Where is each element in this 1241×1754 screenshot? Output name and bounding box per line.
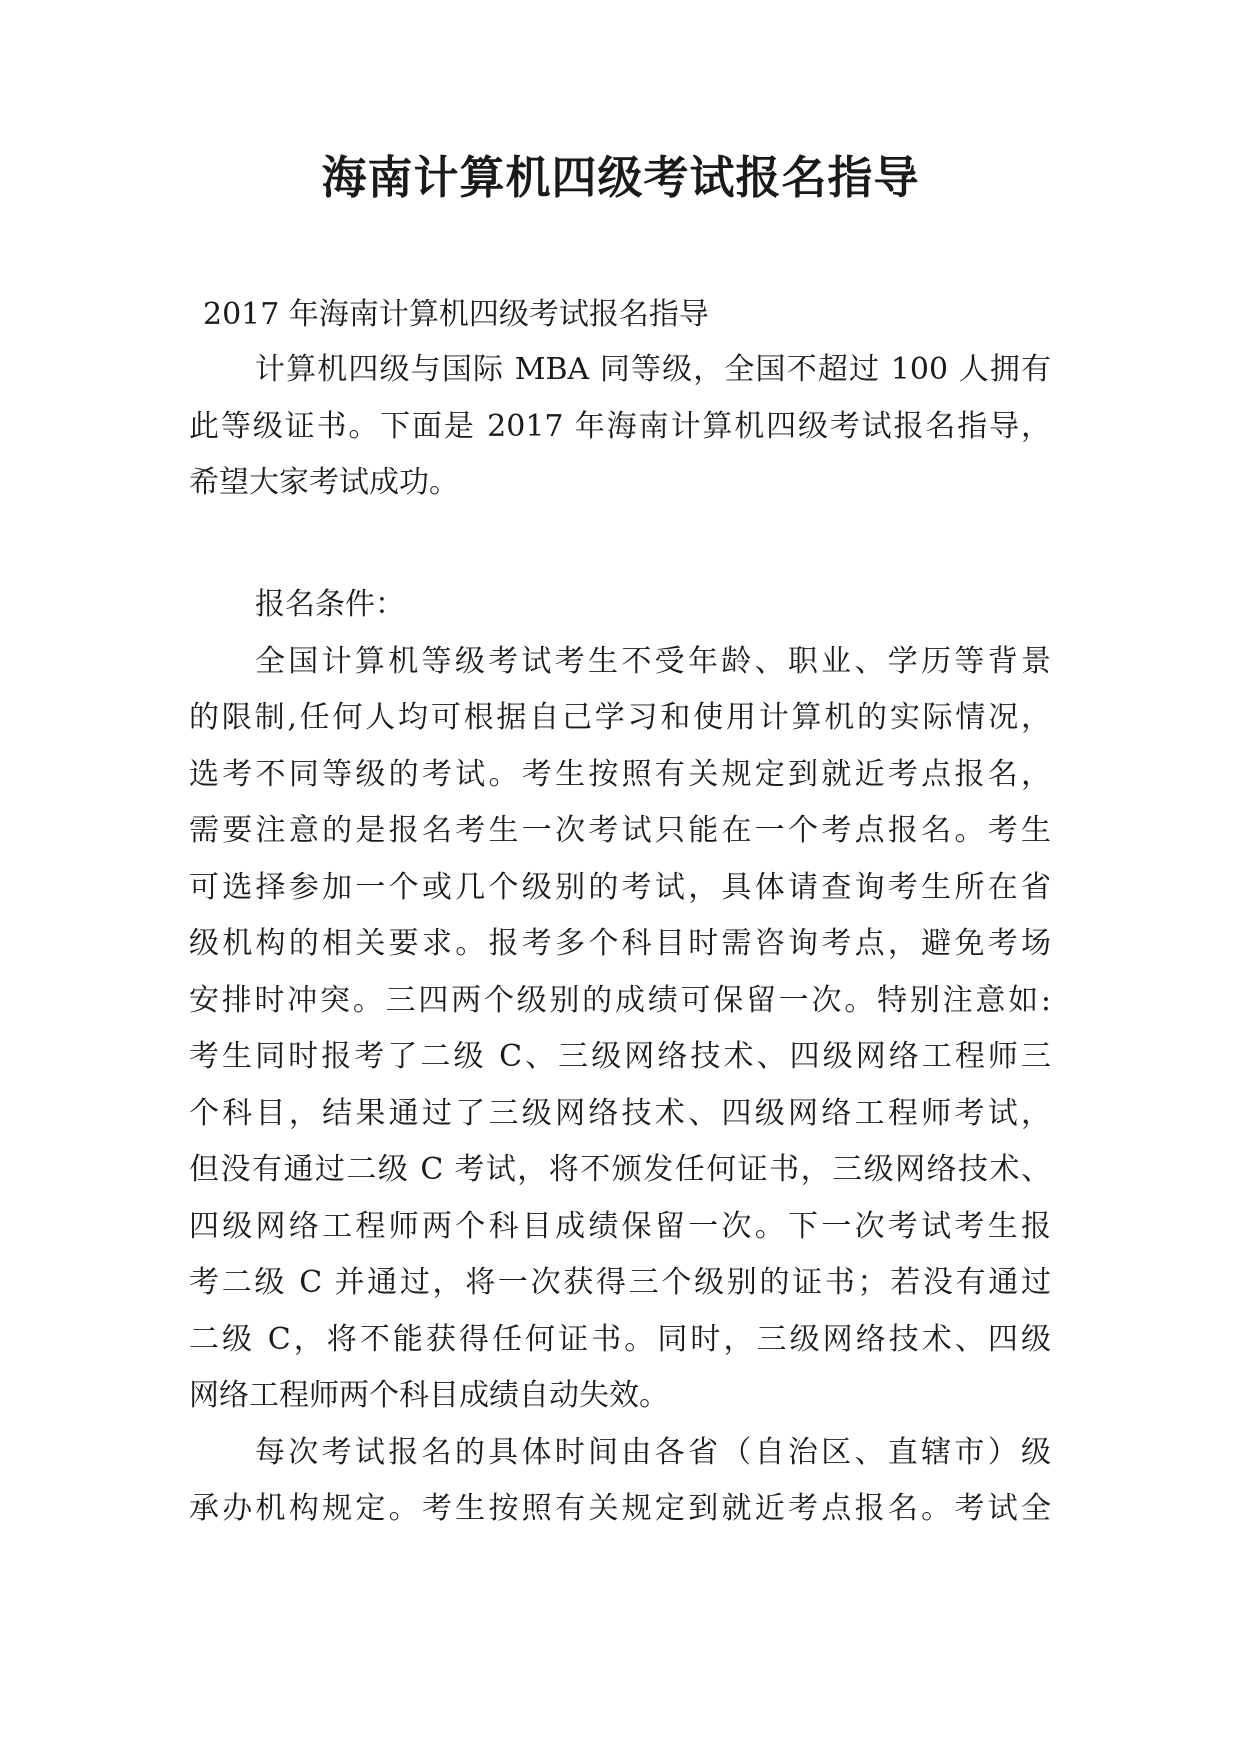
paragraph-line: 考生同时报考了二级 C、三级网络技术、四级网络工程师三	[189, 1039, 1051, 1074]
paragraph-line: 考二级 C 并通过，将一次获得三个级别的证书；若没有通过	[189, 1265, 1051, 1300]
paragraph-line: 选考不同等级的考试。考生按照有关规定到就近考点报名，	[189, 757, 1051, 792]
paragraph-line: 全国计算机等级考试考生不受年龄、职业、学历等背景	[255, 644, 1051, 679]
section-heading: 报名条件：	[255, 587, 405, 622]
paragraph-line: 网络工程师两个科目成绩自动失效。	[189, 1378, 669, 1413]
document-subtitle: 2017 年海南计算机四级考试报名指导	[203, 297, 709, 332]
paragraph-line: 需要注意的是报名考生一次考试只能在一个考点报名。考生	[189, 813, 1051, 848]
paragraph-line: 二级 C，将不能获得任何证书。同时，三级网络技术、四级	[189, 1322, 1051, 1357]
paragraph-line: 安排时冲突。三四两个级别的成绩可保留一次。特别注意如:	[189, 983, 1051, 1018]
paragraph-line: 承办机构规定。考生按照有关规定到就近考点报名。考试全	[189, 1491, 1051, 1526]
page-title: 海南计算机四级考试报名指导	[321, 151, 920, 204]
paragraph-line: 级机构的相关要求。报考多个科目时需咨询考点，避免考场	[189, 926, 1051, 961]
paragraph-line: 每次考试报名的具体时间由各省（自治区、直辖市）级	[255, 1435, 1051, 1470]
intro-line: 希望大家考试成功。	[189, 465, 459, 500]
intro-line: 计算机四级与国际 MBA 同等级，全国不超过 100 人拥有	[255, 352, 1051, 387]
paragraph-line: 四级网络工程师两个科目成绩保留一次。下一次考试考生报	[189, 1209, 1051, 1244]
intro-line: 此等级证书。下面是 2017 年海南计算机四级考试报名指导，	[189, 409, 1051, 444]
paragraph-line: 可选择参加一个或几个级别的考试，具体请查询考生所在省	[189, 870, 1051, 905]
paragraph-line: 但没有通过二级 C 考试，将不颁发任何证书，三级网络技术、	[189, 1152, 1051, 1187]
paragraph-line: 个科目，结果通过了三级网络技术、四级网络工程师考试，	[189, 1096, 1051, 1131]
paragraph-line: 的限制,任何人均可根据自己学习和使用计算机的实际情况，	[189, 700, 1051, 735]
